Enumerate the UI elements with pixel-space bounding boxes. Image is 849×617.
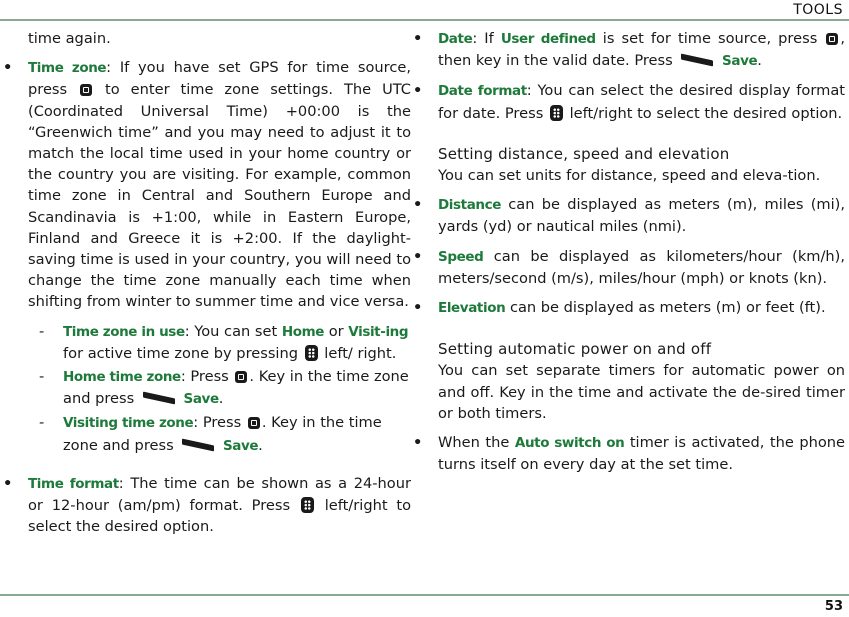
keyword-home: Home	[281, 323, 325, 340]
select-key-icon	[80, 84, 92, 96]
list-item-date	[438, 28, 845, 72]
time-zone-description: to enter time zone settings. The UTC (Coordinated Universal Time) +00:00 is the “Greenwich time” and you may need to adjust it to match the local time used in your home country or the country you are visiting. For example, common time zone in Central and Southern Europe and Scandinavia is +1:00, while in Eastern Europe, Finland and Greece it is +2:00. If the daylight-saving time is used in your country, you will need to change the time zone manually each time when shifting from winter to summer time and vice versa.	[28, 81, 411, 311]
power-intro: You can set separate timers for automatic power on and off. Key in the time and activate the de-sired timer or both timers.	[438, 362, 845, 422]
keyword-date: Date	[438, 31, 473, 47]
page-number: 53	[824, 599, 843, 614]
keyword-time-zone: Time zone	[28, 60, 107, 77]
or-text: or	[328, 322, 344, 340]
home-zone-text-2: . Key in the time zone and press	[63, 368, 409, 408]
time-format-text: : The time can be shown as a 24-hour or 12-hour (am/pm) format. Press	[28, 474, 411, 515]
time-zone-text: : If you have set GPS for time source, press	[28, 59, 411, 99]
keyword-date-format: Date format	[438, 83, 527, 100]
select-key-icon	[248, 417, 260, 429]
sublist-item-home-zone	[63, 366, 411, 410]
list-item-date-format	[438, 80, 845, 123]
left-softkey-icon	[681, 54, 713, 64]
date-text: : If	[472, 30, 494, 47]
list-item-speed	[438, 246, 845, 289]
navigation-key-icon	[550, 105, 563, 121]
sublist-item-in-use	[63, 321, 411, 364]
period: .	[258, 436, 263, 454]
visiting-zone-text-2: . Key in the time zone and press	[63, 414, 382, 454]
heading-automatic-power: Setting automatic power on and off	[438, 340, 712, 359]
period: .	[757, 52, 762, 70]
auto-switch-text-2: timer is activated, the phone turns itself on every day at the set time.	[438, 434, 846, 474]
keyword-visiting-time-zone: Visiting time zone	[63, 415, 194, 432]
date-text-2: is set for time source, press	[602, 30, 818, 47]
keyword-save: Save	[183, 391, 219, 408]
list-item-time-zone	[28, 57, 411, 457]
select-key-icon	[826, 33, 838, 45]
date-format-text-2: left/right to select the desired option.	[569, 104, 843, 122]
distance-text: can be displayed as meters (m), miles (mi), yards (yd) or nautical miles (nmi).	[438, 196, 846, 236]
list-item-auto-switch	[438, 432, 845, 475]
distance-intro: You can set units for distance, speed and eleva-tion.	[438, 167, 821, 185]
page-header-title: TOOLS	[793, 2, 843, 18]
time-zone-sublist	[28, 321, 411, 457]
auto-switch-text: When the	[438, 434, 510, 452]
keyword-save: Save	[222, 437, 259, 454]
navigation-key-icon	[305, 345, 318, 361]
navigation-key-icon	[301, 497, 314, 513]
keyword-visiting: Visit-ing	[348, 323, 409, 340]
date-format-text: : You can select the desired display format for date. Press	[438, 82, 845, 122]
time-zone-list	[28, 57, 411, 537]
heading-distance-speed-elevation: Setting distance, speed and elevation	[438, 144, 730, 163]
period: .	[218, 390, 224, 408]
keyword-time-format: Time format	[28, 475, 119, 492]
footer-rule	[0, 594, 849, 596]
keyword-save: Save	[722, 53, 758, 70]
keyword-user-defined: User defined	[500, 31, 596, 47]
right-column	[438, 28, 845, 475]
sublist-item-visiting-zone	[63, 412, 411, 456]
left-softkey-icon	[143, 392, 175, 402]
date-text-3: , then key in the valid date. Press	[438, 30, 845, 70]
header-rule	[0, 19, 849, 21]
date-list	[438, 28, 845, 124]
elevation-text: can be displayed as meters (m) or feet (ft).	[509, 299, 826, 317]
visiting-zone-text: : Press	[193, 414, 242, 432]
keyword-elevation: Elevation	[438, 300, 506, 317]
left-column	[28, 28, 411, 537]
time-format-text-2: left/right to select the desired option.	[28, 497, 412, 536]
list-item-time-format	[28, 473, 411, 538]
select-key-icon	[235, 371, 247, 383]
in-use-text-2: for active time zone by pressing	[63, 344, 299, 362]
power-list	[438, 432, 845, 475]
speed-text: can be displayed as kilometers/hour (km/h), meters/second (m/s), miles/hour (mph) or knots (kn).	[438, 247, 846, 287]
list-item-distance	[438, 194, 845, 237]
list-item-elevation	[438, 297, 845, 319]
home-zone-text: : Press	[180, 368, 229, 386]
keyword-speed: Speed	[438, 248, 484, 265]
units-list	[438, 194, 845, 319]
keyword-time-zone-in-use: Time zone in use	[63, 323, 185, 340]
keyword-distance: Distance	[438, 197, 502, 214]
keyword-home-time-zone: Home time zone	[63, 369, 181, 386]
left-softkey-icon	[182, 439, 214, 449]
keyword-auto-switch-on: Auto switch on	[514, 435, 625, 452]
intro-text: time again.	[28, 30, 111, 47]
in-use-text-3: left/ right.	[324, 344, 397, 362]
in-use-text: : You can set	[184, 322, 278, 340]
